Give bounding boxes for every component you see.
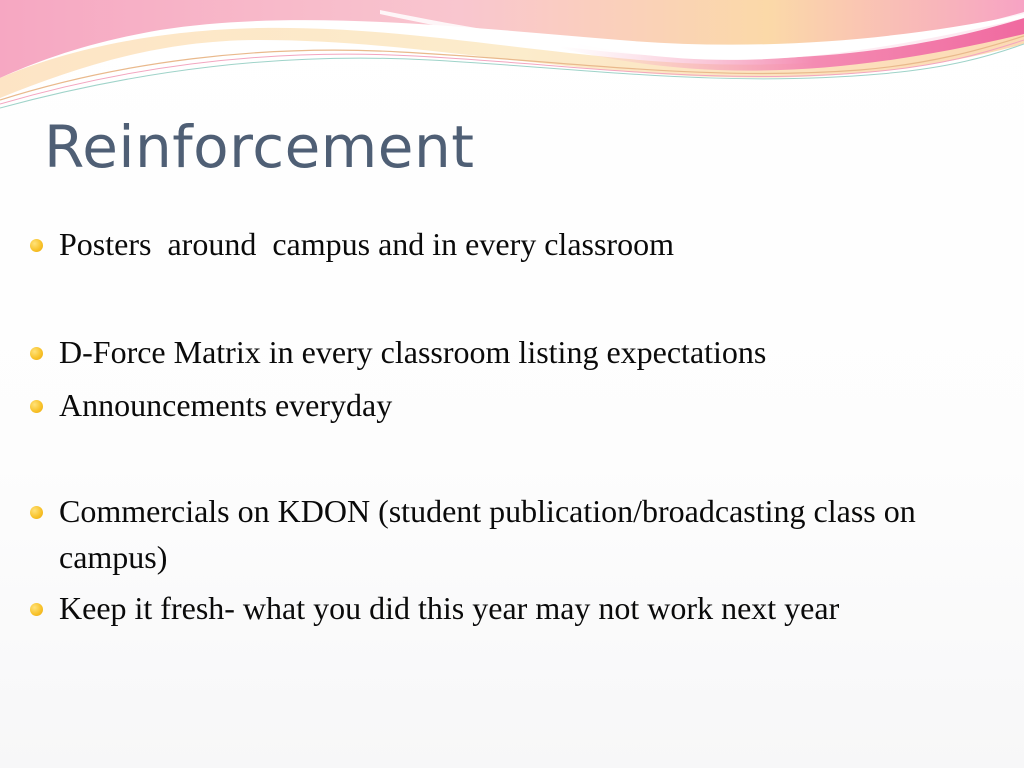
bullet-item <box>30 329 1005 375</box>
bullet-item <box>30 585 1005 631</box>
bullet-item <box>30 221 1005 267</box>
bullet-text: Posters around campus and in every classroom <box>59 226 674 262</box>
bullet-text: D-Force Matrix in every classroom listing expectations <box>59 334 767 370</box>
slide-title: Reinforcement <box>44 113 475 181</box>
bullet-dot-icon <box>30 400 43 413</box>
bullet-item <box>30 488 1005 580</box>
bullet-text: Announcements everyday <box>59 387 393 423</box>
bullet-text: Keep it fresh- what you did this year may not work next year <box>59 590 840 626</box>
bullet-dot-icon <box>30 239 43 252</box>
bullet-text: Commercials on KDON (student publication/broadcasting class on campus) <box>59 493 924 575</box>
bullet-dot-icon <box>30 347 43 360</box>
bullet-dot-icon <box>30 603 43 616</box>
bullet-item <box>30 382 1005 428</box>
bullet-dot-icon <box>30 506 43 519</box>
